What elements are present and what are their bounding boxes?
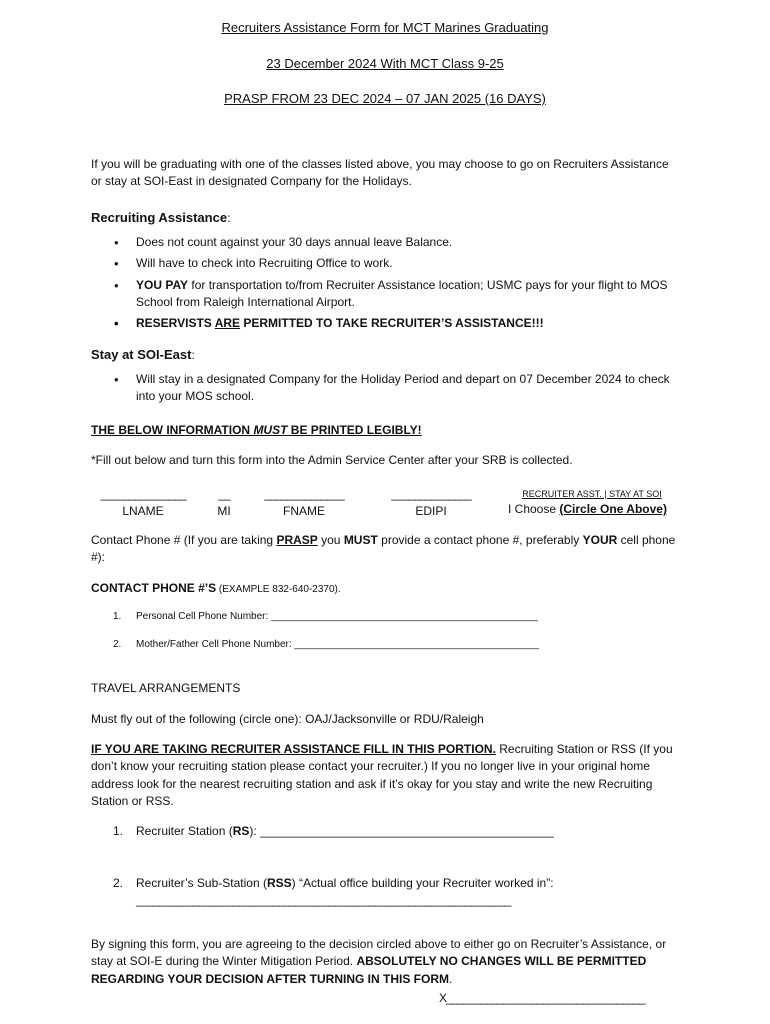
parent-cell-phone-field[interactable]: 2. Mother/Father Cell Phone Number: ____________________________________________ [113,638,540,650]
mi-field[interactable]: __ MI [217,487,231,519]
form-date-line: 23 December 2024 With MCT Class 9-25 [266,56,504,71]
recruiting-assistance-section: Recruiting Assistance: • Does not count against your 30 days annual leave Balance. • Will have to check into Recruiting Office to work. • YOU PAY for transportation to/from Recruiter Assistance location; USMC pays for your flight to MOS School from Raleigh International Airport. • RESERVISTS ARE PERMITTED TO TAKE RECRUITER’S ASSISTANCE!!! [91,209,681,337]
list-item: • Will stay in a designated Company for the Holiday Period and depart on 07 December 2024 to check into your MOS school. [91,371,681,406]
list-item: • RESERVISTS ARE PERMITTED TO TAKE RECRUITER’S ASSISTANCE!!! [91,315,681,332]
recruiter-station-field[interactable]: 1. Recruiter Station (RS): ____________________________________________ [113,824,554,838]
choice-label: I Choose (Circle One Above) [508,502,667,517]
contact-phone-instructions: Contact Phone # (If you are taking PRASP you MUST provide a contact phone #, preferably YOUR cell phone #): [91,533,676,565]
recruiting-assistance-list [91,234,681,333]
recruiter-substation-field[interactable]: 2. Recruiter’s Sub-Station (RSS) “Actual office building your Recruiter worked in”: __________________________________________________________________ [113,876,554,908]
print-legibly-notice: THE BELOW INFORMATION MUST BE PRINTED LEGIBLY! [91,423,422,437]
lname-field[interactable]: _______________ LNAME [100,487,186,519]
assistance-choice-field[interactable] [508,486,676,518]
stay-soi-section: Stay at SOI-East: • Will stay in a designated Company for the Holiday Period and depart on 07 December 2024 to check into your MOS school. [91,346,681,410]
phone-numbers-list [91,610,681,652]
list-item: • YOU PAY for transportation to/from Recruiter Assistance location; USMC pays for your flight to MOS School from Raleigh International Airport. [91,277,681,312]
edipi-field[interactable]: ______________ EDIPI [391,487,471,519]
stay-soi-list [91,371,681,406]
travel-arrangements-heading: TRAVEL ARRANGEMENTS [91,681,241,695]
fly-out-airport-choice[interactable]: Must fly out of the following (circle one): OAJ/Jacksonville or RDU/Raleigh [91,712,484,726]
signature-line[interactable]: X___________________________________ [439,991,645,1005]
stay-soi-heading: Stay at SOI-East [91,347,192,362]
fill-out-instructions: *Fill out below and turn this form into the Admin Service Center after your SRB is collected. [91,453,573,467]
recruiter-assistance-instructions: IF YOU ARE TAKING RECRUITER ASSISTANCE FILL IN THIS PORTION. Recruiting Station or RSS (If you don’t know your recruiting station please contact your recruiter.) If you no longer live in your original home address look for the nearest recruiting station and ask if it’s okay for you stay and write the new Recruiting Station or RSS. [91,742,673,809]
signing-agreement: By signing this form, you are agreeing to the decision circled above to either go on Recruiter’s Assistance, or stay at SOI-E during the Winter Mitigation Period. ABSOLUTELY NO CHANGES WILL BE PERMITTED REGARDING YOUR DECISION AFTER TURNING IN THIS FORM. [91,937,667,986]
form-title: Recruiters Assistance Form for MCT Marines Graduating [221,20,549,35]
intro-paragraph: If you will be graduating with one of the classes listed above, you may choose to go on Recruiters Assistance or stay at SOI-East in designated Company for the Holidays. [91,157,669,189]
prasp-dates-line: PRASP FROM 23 DEC 2024 – 07 JAN 2025 (16 DAYS) [224,91,546,106]
name-fields-row [0,486,770,522]
fname-field[interactable]: ______________ FNAME [264,487,344,519]
contact-phones-heading: CONTACT PHONE #’S (EXAMPLE 832-640-2370). [91,581,341,595]
recruiting-assistance-heading: Recruiting Assistance [91,210,228,225]
choice-options: RECRUITER ASST. | STAY AT SOI [522,489,662,499]
personal-cell-phone-field[interactable]: 1. Personal Cell Phone Number: ________________________________________________ [113,611,539,622]
list-item: • Will have to check into Recruiting Office to work. [91,255,681,272]
list-item: • Does not count against your 30 days annual leave Balance. [91,234,681,251]
